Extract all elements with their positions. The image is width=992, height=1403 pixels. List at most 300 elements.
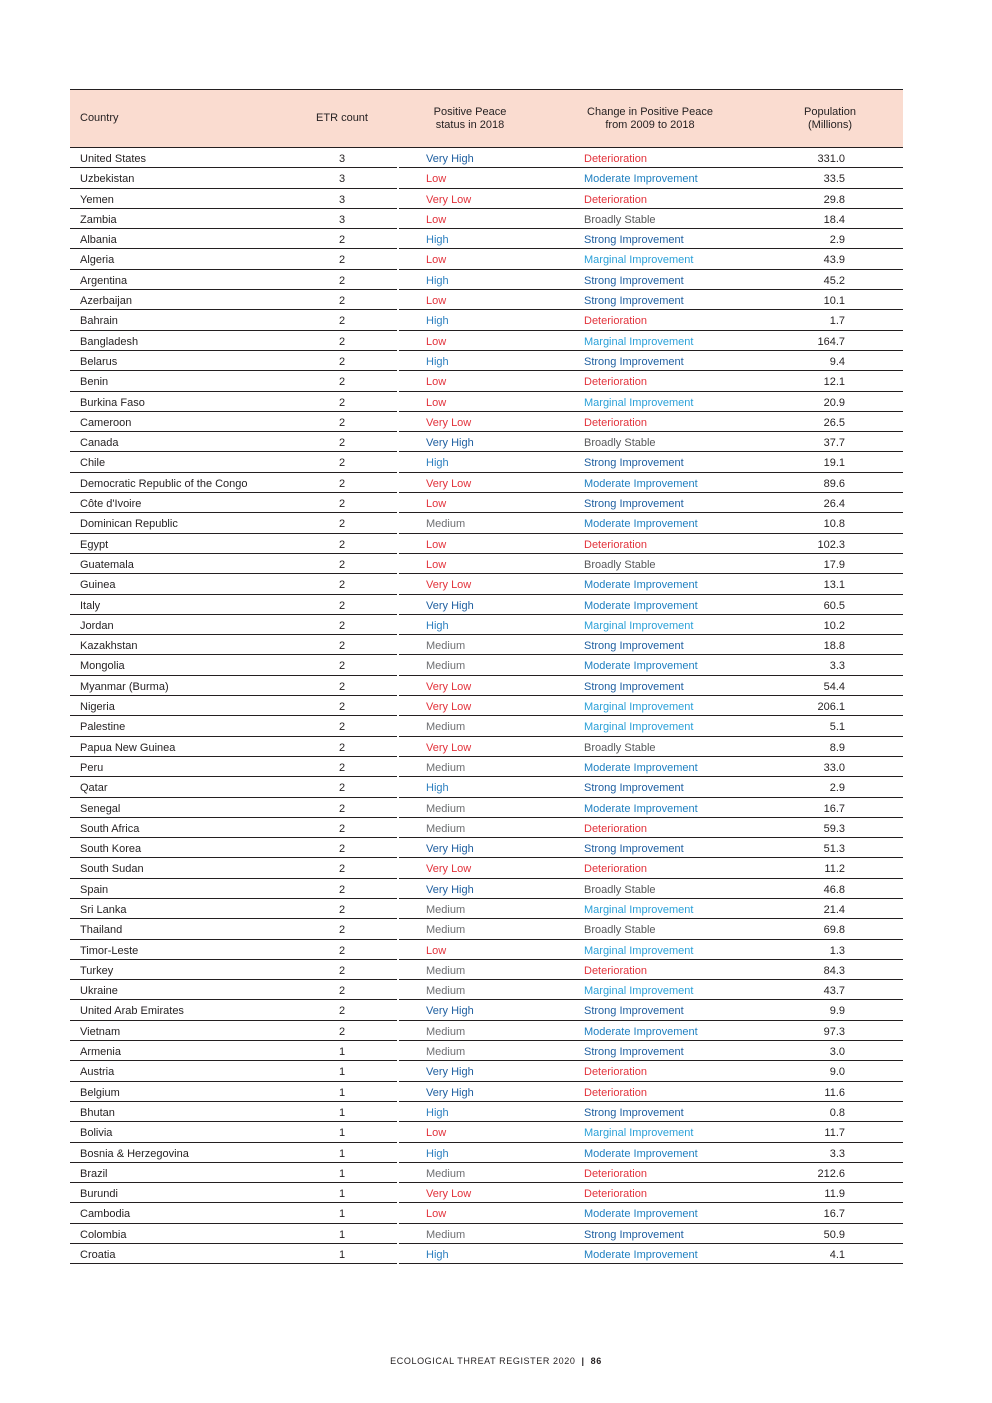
positive-peace-status-cell: Medium [426,802,466,815]
table-row [70,1143,903,1163]
positive-peace-status-cell: Very High [426,599,474,612]
change-positive-peace-cell: Deterioration [584,538,647,551]
etr-count-cell: 2 [338,944,346,957]
table-row [70,1244,903,1264]
change-positive-peace-cell: Marginal Improvement [584,619,694,632]
change-positive-peace-cell: Moderate Improvement [584,802,698,815]
etr-count-cell: 2 [338,660,346,673]
population-cell: 2.9 [829,234,845,247]
etr-count-cell: 2 [338,640,346,653]
etr-count-cell: 2 [338,315,346,328]
population-cell: 3.3 [829,660,845,673]
etr-count-cell: 1 [338,1188,346,1201]
change-positive-peace-cell: Marginal Improvement [584,701,694,714]
positive-peace-status-cell: Very High [426,1005,474,1018]
country-cell: Uzbekistan [80,173,135,186]
table-row [70,879,903,899]
table-row [70,1163,903,1183]
table-row [70,818,903,838]
population-cell: 206.1 [817,701,845,714]
positive-peace-status-cell: Medium [426,1046,466,1059]
change-positive-peace-cell: Strong Improvement [584,782,684,795]
change-positive-peace-cell: Strong Improvement [584,295,684,308]
positive-peace-status-cell: Very High [426,1066,474,1079]
positive-peace-status-cell: High [426,355,449,368]
table-header [70,90,903,148]
table-row [70,696,903,716]
table-row [70,838,903,858]
etr-count-cell: 2 [338,822,346,835]
population-cell: 43.7 [823,985,845,998]
positive-peace-status-cell: Low [426,254,447,267]
positive-peace-status-cell: Medium [426,1025,466,1038]
positive-peace-status-cell: Very Low [426,863,472,876]
change-positive-peace-cell: Moderate Improvement [584,1147,698,1160]
country-cell: South Africa [80,822,140,835]
country-cell: Senegal [80,802,121,815]
table-row [70,798,903,818]
population-cell: 33.0 [823,761,845,774]
positive-peace-status-cell: Low [426,1208,447,1221]
header-chg-line2: from 2009 to 2018 [605,118,695,131]
positive-peace-status-cell: Medium [426,903,466,916]
etr-count-cell: 2 [338,721,346,734]
positive-peace-status-cell: High [426,234,449,247]
positive-peace-status-cell: High [426,1147,449,1160]
population-cell: 89.6 [823,477,845,490]
positive-peace-status-cell: Medium [426,761,466,774]
change-positive-peace-cell: Deterioration [584,153,647,165]
country-cell: South Sudan [80,863,144,876]
table-row [70,960,903,980]
country-cell: Qatar [80,782,108,795]
change-positive-peace-cell: Moderate Improvement [584,1249,698,1262]
table-row [70,351,903,371]
country-cell: Colombia [80,1228,127,1241]
table-row [70,655,903,675]
table-row [70,148,903,168]
etr-count-cell: 2 [338,964,346,977]
positive-peace-status-cell: Medium [426,822,466,835]
etr-count-cell: 3 [338,153,346,165]
change-positive-peace-cell: Marginal Improvement [584,721,694,734]
change-positive-peace-cell: Strong Improvement [584,355,684,368]
positive-peace-status-cell: Low [426,295,447,308]
change-positive-peace-cell: Moderate Improvement [584,173,698,186]
footer-title: ECOLOGICAL THREAT REGISTER 2020 [390,1356,576,1366]
etr-count-cell: 1 [338,1249,346,1262]
change-positive-peace-cell: Broadly Stable [584,924,656,937]
header-country: Country [80,112,119,124]
country-cell: Cambodia [80,1208,131,1221]
population-cell: 11.9 [824,1188,845,1201]
country-cell: Belgium [80,1086,120,1099]
etr-count-cell: 1 [338,1127,346,1140]
page-footer [0,1356,992,1366]
population-cell: 26.5 [823,416,845,429]
etr-count-cell: 2 [338,1005,346,1018]
etr-count-cell: 1 [338,1147,346,1160]
etr-count-cell: 2 [338,477,346,490]
etr-count-cell: 1 [338,1066,346,1079]
page-number: 86 [590,1356,602,1366]
country-cell: Chile [80,457,106,470]
country-cell: Italy [80,599,101,612]
population-cell: 59.3 [823,822,845,835]
positive-peace-status-cell: Very Low [426,193,472,206]
table-row [70,1000,903,1020]
change-positive-peace-cell: Moderate Improvement [584,579,698,592]
table-row [70,554,903,574]
table-row [70,940,903,960]
table-row [70,777,903,797]
country-cell: Bhutan [80,1106,115,1119]
change-positive-peace-cell: Moderate Improvement [584,599,698,612]
population-cell: 37.7 [823,437,845,450]
country-cell: Papua New Guinea [80,741,176,754]
country-cell: Democratic Republic of the Congo [80,477,248,490]
country-cell: Bosnia & Herzegovina [80,1147,189,1160]
etr-count-cell: 2 [338,396,346,409]
positive-peace-status-cell: Low [426,538,447,551]
population-cell: 3.0 [829,1046,845,1059]
country-cell: Spain [80,883,109,896]
country-cell: Yemen [80,193,114,206]
etr-count-cell: 1 [338,1086,346,1099]
country-cell: Guatemala [80,558,134,571]
positive-peace-status-cell: Low [426,396,447,409]
table-row [70,1102,903,1122]
etr-count-cell: 1 [338,1046,346,1059]
population-cell: 331.0 [817,153,845,165]
table-row [70,676,903,696]
population-cell: 10.8 [823,518,845,531]
etr-count-cell: 2 [338,741,346,754]
table-row [70,534,903,554]
positive-peace-status-cell: Very Low [426,416,472,429]
change-positive-peace-cell: Marginal Improvement [584,335,694,348]
table-row [70,1061,903,1081]
header-pp-line2: status in 2018 [435,118,505,131]
table-row [70,189,903,209]
positive-peace-status-cell: Very Low [426,741,472,754]
population-cell: 43.9 [823,254,845,267]
change-positive-peace-cell: Deterioration [584,1086,647,1099]
change-positive-peace-cell: Strong Improvement [584,1005,684,1018]
table-row [70,1203,903,1223]
table-row [70,513,903,533]
header-population [780,90,880,147]
positive-peace-status-cell: Low [426,376,447,389]
country-cell: Burundi [80,1188,118,1201]
population-cell: 8.9 [829,741,845,754]
header-change-positive-peace [570,90,730,147]
change-positive-peace-cell: Strong Improvement [584,498,684,511]
change-positive-peace-cell: Deterioration [584,1066,647,1079]
country-cell: South Korea [80,843,142,856]
positive-peace-status-cell: Medium [426,1167,466,1180]
change-positive-peace-cell: Deterioration [584,863,647,876]
change-positive-peace-cell: Moderate Improvement [584,518,698,531]
country-cell: Guinea [80,579,116,592]
etr-count-cell: 3 [338,173,346,186]
change-positive-peace-cell: Marginal Improvement [584,254,694,267]
population-cell: 17.9 [823,558,845,571]
table-row [70,716,903,736]
population-cell: 9.4 [829,355,845,368]
etr-count-cell: 2 [338,234,346,247]
table-row [70,858,903,878]
population-cell: 212.6 [817,1167,845,1180]
change-positive-peace-cell: Strong Improvement [584,843,684,856]
population-cell: 4.1 [829,1249,845,1262]
population-cell: 9.9 [829,1005,845,1018]
change-positive-peace-cell: Deterioration [584,964,647,977]
table-row [70,249,903,269]
table-row [70,473,903,493]
country-cell: Argentina [80,274,128,287]
etr-count-cell: 2 [338,903,346,916]
positive-peace-status-cell: High [426,619,449,632]
etr-count-cell: 2 [338,376,346,389]
population-cell: 97.3 [823,1025,845,1038]
change-positive-peace-cell: Marginal Improvement [584,396,694,409]
country-cell: Cameroon [80,416,132,429]
table-row [70,412,903,432]
population-cell: 16.7 [823,802,845,815]
positive-peace-status-cell: Medium [426,985,466,998]
etr-count-cell: 2 [338,599,346,612]
population-cell: 45.2 [823,274,845,287]
population-cell: 5.1 [829,721,845,734]
country-cell: Brazil [80,1167,108,1180]
table-row [70,737,903,757]
etr-count-cell: 2 [338,254,346,267]
country-cell: Croatia [80,1249,116,1262]
population-cell: 29.8 [823,193,845,206]
etr-count-cell: 2 [338,558,346,571]
table-row [70,290,903,310]
country-cell: Myanmar (Burma) [80,680,169,693]
table-row [70,1224,903,1244]
header-etr-count: ETR count [316,112,368,124]
etr-count-cell: 2 [338,680,346,693]
positive-peace-status-cell: Very High [426,883,474,896]
population-cell: 46.8 [823,883,845,896]
table-row [70,310,903,330]
etr-count-cell: 2 [338,274,346,287]
change-positive-peace-cell: Broadly Stable [584,741,656,754]
etr-count-cell: 3 [338,213,346,226]
header-chg-line1: Change in Positive Peace [587,105,713,118]
country-cell: Kazakhstan [80,640,138,653]
change-positive-peace-cell: Deterioration [584,1188,647,1201]
etr-count-cell: 2 [338,802,346,815]
country-cell: Ukraine [80,985,118,998]
positive-peace-status-cell: Very Low [426,701,472,714]
change-positive-peace-cell: Moderate Improvement [584,761,698,774]
country-cell: Belarus [80,355,118,368]
change-positive-peace-cell: Broadly Stable [584,437,656,450]
data-table [70,89,903,1264]
country-cell: Vietnam [80,1025,121,1038]
etr-count-cell: 1 [338,1208,346,1221]
etr-count-cell: 2 [338,701,346,714]
positive-peace-status-cell: Very Low [426,477,472,490]
country-cell: United Arab Emirates [80,1005,184,1018]
table-row [70,899,903,919]
etr-count-cell: 2 [338,843,346,856]
positive-peace-status-cell: High [426,1249,449,1262]
table-row [70,615,903,635]
positive-peace-status-cell: Low [426,498,447,511]
positive-peace-status-cell: Very Low [426,1188,472,1201]
positive-peace-status-cell: Low [426,944,447,957]
etr-count-cell: 2 [338,538,346,551]
header-positive-peace-status [410,90,530,147]
positive-peace-status-cell: Very Low [426,579,472,592]
etr-count-cell: 2 [338,437,346,450]
table-row [70,757,903,777]
etr-count-cell: 2 [338,335,346,348]
population-cell: 16.7 [823,1208,845,1221]
positive-peace-status-cell: High [426,274,449,287]
positive-peace-status-cell: Medium [426,660,466,673]
population-cell: 3.3 [829,1147,845,1160]
country-cell: Bolivia [80,1127,113,1140]
change-positive-peace-cell: Moderate Improvement [584,660,698,673]
positive-peace-status-cell: Very High [426,437,474,450]
change-positive-peace-cell: Broadly Stable [584,558,656,571]
table-row [70,168,903,188]
country-cell: Benin [80,376,109,389]
population-cell: 84.3 [823,964,845,977]
positive-peace-status-cell: Very Low [426,680,472,693]
change-positive-peace-cell: Strong Improvement [584,1228,684,1241]
table-row [70,270,903,290]
table-row [70,1041,903,1061]
table-row [70,635,903,655]
etr-count-cell: 1 [338,1228,346,1241]
country-cell: Albania [80,234,117,247]
change-positive-peace-cell: Broadly Stable [584,213,656,226]
etr-count-cell: 2 [338,782,346,795]
etr-count-cell: 2 [338,619,346,632]
country-cell: Jordan [80,619,114,632]
etr-count-cell: 2 [338,1025,346,1038]
table-row [70,229,903,249]
country-cell: Egypt [80,538,109,551]
table-row [70,432,903,452]
population-cell: 13.1 [823,579,845,592]
population-cell: 11.6 [824,1086,845,1099]
etr-count-cell: 1 [338,1106,346,1119]
etr-count-cell: 2 [338,518,346,531]
change-positive-peace-cell: Deterioration [584,193,647,206]
etr-count-cell: 2 [338,457,346,470]
country-cell: Azerbaijan [80,295,132,308]
country-cell: Austria [80,1066,115,1079]
table-row [70,919,903,939]
table-row [70,371,903,391]
footer-separator: | [581,1356,585,1366]
population-cell: 20.9 [823,396,845,409]
country-cell: Palestine [80,721,126,734]
table-row [70,1122,903,1142]
population-cell: 60.5 [823,599,845,612]
population-cell: 102.3 [817,538,845,551]
population-cell: 18.8 [823,640,845,653]
etr-count-cell: 3 [338,193,346,206]
country-cell: Burkina Faso [80,396,145,409]
table-row [70,1021,903,1041]
country-cell: Côte d'Ivoire [80,498,142,511]
etr-count-cell: 2 [338,416,346,429]
etr-count-cell: 2 [338,883,346,896]
country-cell: Mongolia [80,660,125,673]
population-cell: 33.5 [823,173,845,186]
country-cell: Canada [80,437,119,450]
etr-count-cell: 2 [338,924,346,937]
population-cell: 9.0 [829,1066,845,1079]
positive-peace-status-cell: Medium [426,924,466,937]
change-positive-peace-cell: Strong Improvement [584,680,684,693]
country-cell: Armenia [80,1046,121,1059]
change-positive-peace-cell: Deterioration [584,822,647,835]
population-cell: 2.9 [829,782,845,795]
table-row [70,1183,903,1203]
change-positive-peace-cell: Broadly Stable [584,883,656,896]
positive-peace-status-cell: Low [426,213,447,226]
country-cell: Zambia [80,213,117,226]
header-pop-line2: (Millions) [808,118,852,131]
change-positive-peace-cell: Strong Improvement [584,640,684,653]
population-cell: 19.1 [823,457,845,470]
population-cell: 50.9 [823,1228,845,1241]
population-cell: 18.4 [823,213,845,226]
change-positive-peace-cell: Moderate Improvement [584,1025,698,1038]
population-cell: 0.8 [829,1106,845,1119]
change-positive-peace-cell: Marginal Improvement [584,903,694,916]
change-positive-peace-cell: Deterioration [584,315,647,328]
header-pp-line1: Positive Peace [433,105,507,118]
change-positive-peace-cell: Moderate Improvement [584,477,698,490]
country-cell: Nigeria [80,701,115,714]
table-body [70,148,903,1264]
population-cell: 1.7 [829,315,845,328]
population-cell: 1.3 [829,944,845,957]
header-pop-line1: Population [804,105,856,118]
positive-peace-status-cell: Very High [426,153,474,165]
change-positive-peace-cell: Deterioration [584,1167,647,1180]
row-separator-gap [397,1263,399,1265]
change-positive-peace-cell: Strong Improvement [584,274,684,287]
change-positive-peace-cell: Marginal Improvement [584,1127,694,1140]
change-positive-peace-cell: Strong Improvement [584,234,684,247]
country-cell: Peru [80,761,104,774]
etr-count-cell: 2 [338,355,346,368]
population-cell: 11.2 [824,863,845,876]
etr-count-cell: 2 [338,498,346,511]
population-cell: 21.4 [823,903,845,916]
change-positive-peace-cell: Strong Improvement [584,1046,684,1059]
population-cell: 10.2 [823,619,845,632]
positive-peace-status-cell: Low [426,1127,447,1140]
population-cell: 51.3 [823,843,845,856]
country-cell: Sri Lanka [80,903,127,916]
positive-peace-status-cell: Low [426,335,447,348]
change-positive-peace-cell: Deterioration [584,416,647,429]
